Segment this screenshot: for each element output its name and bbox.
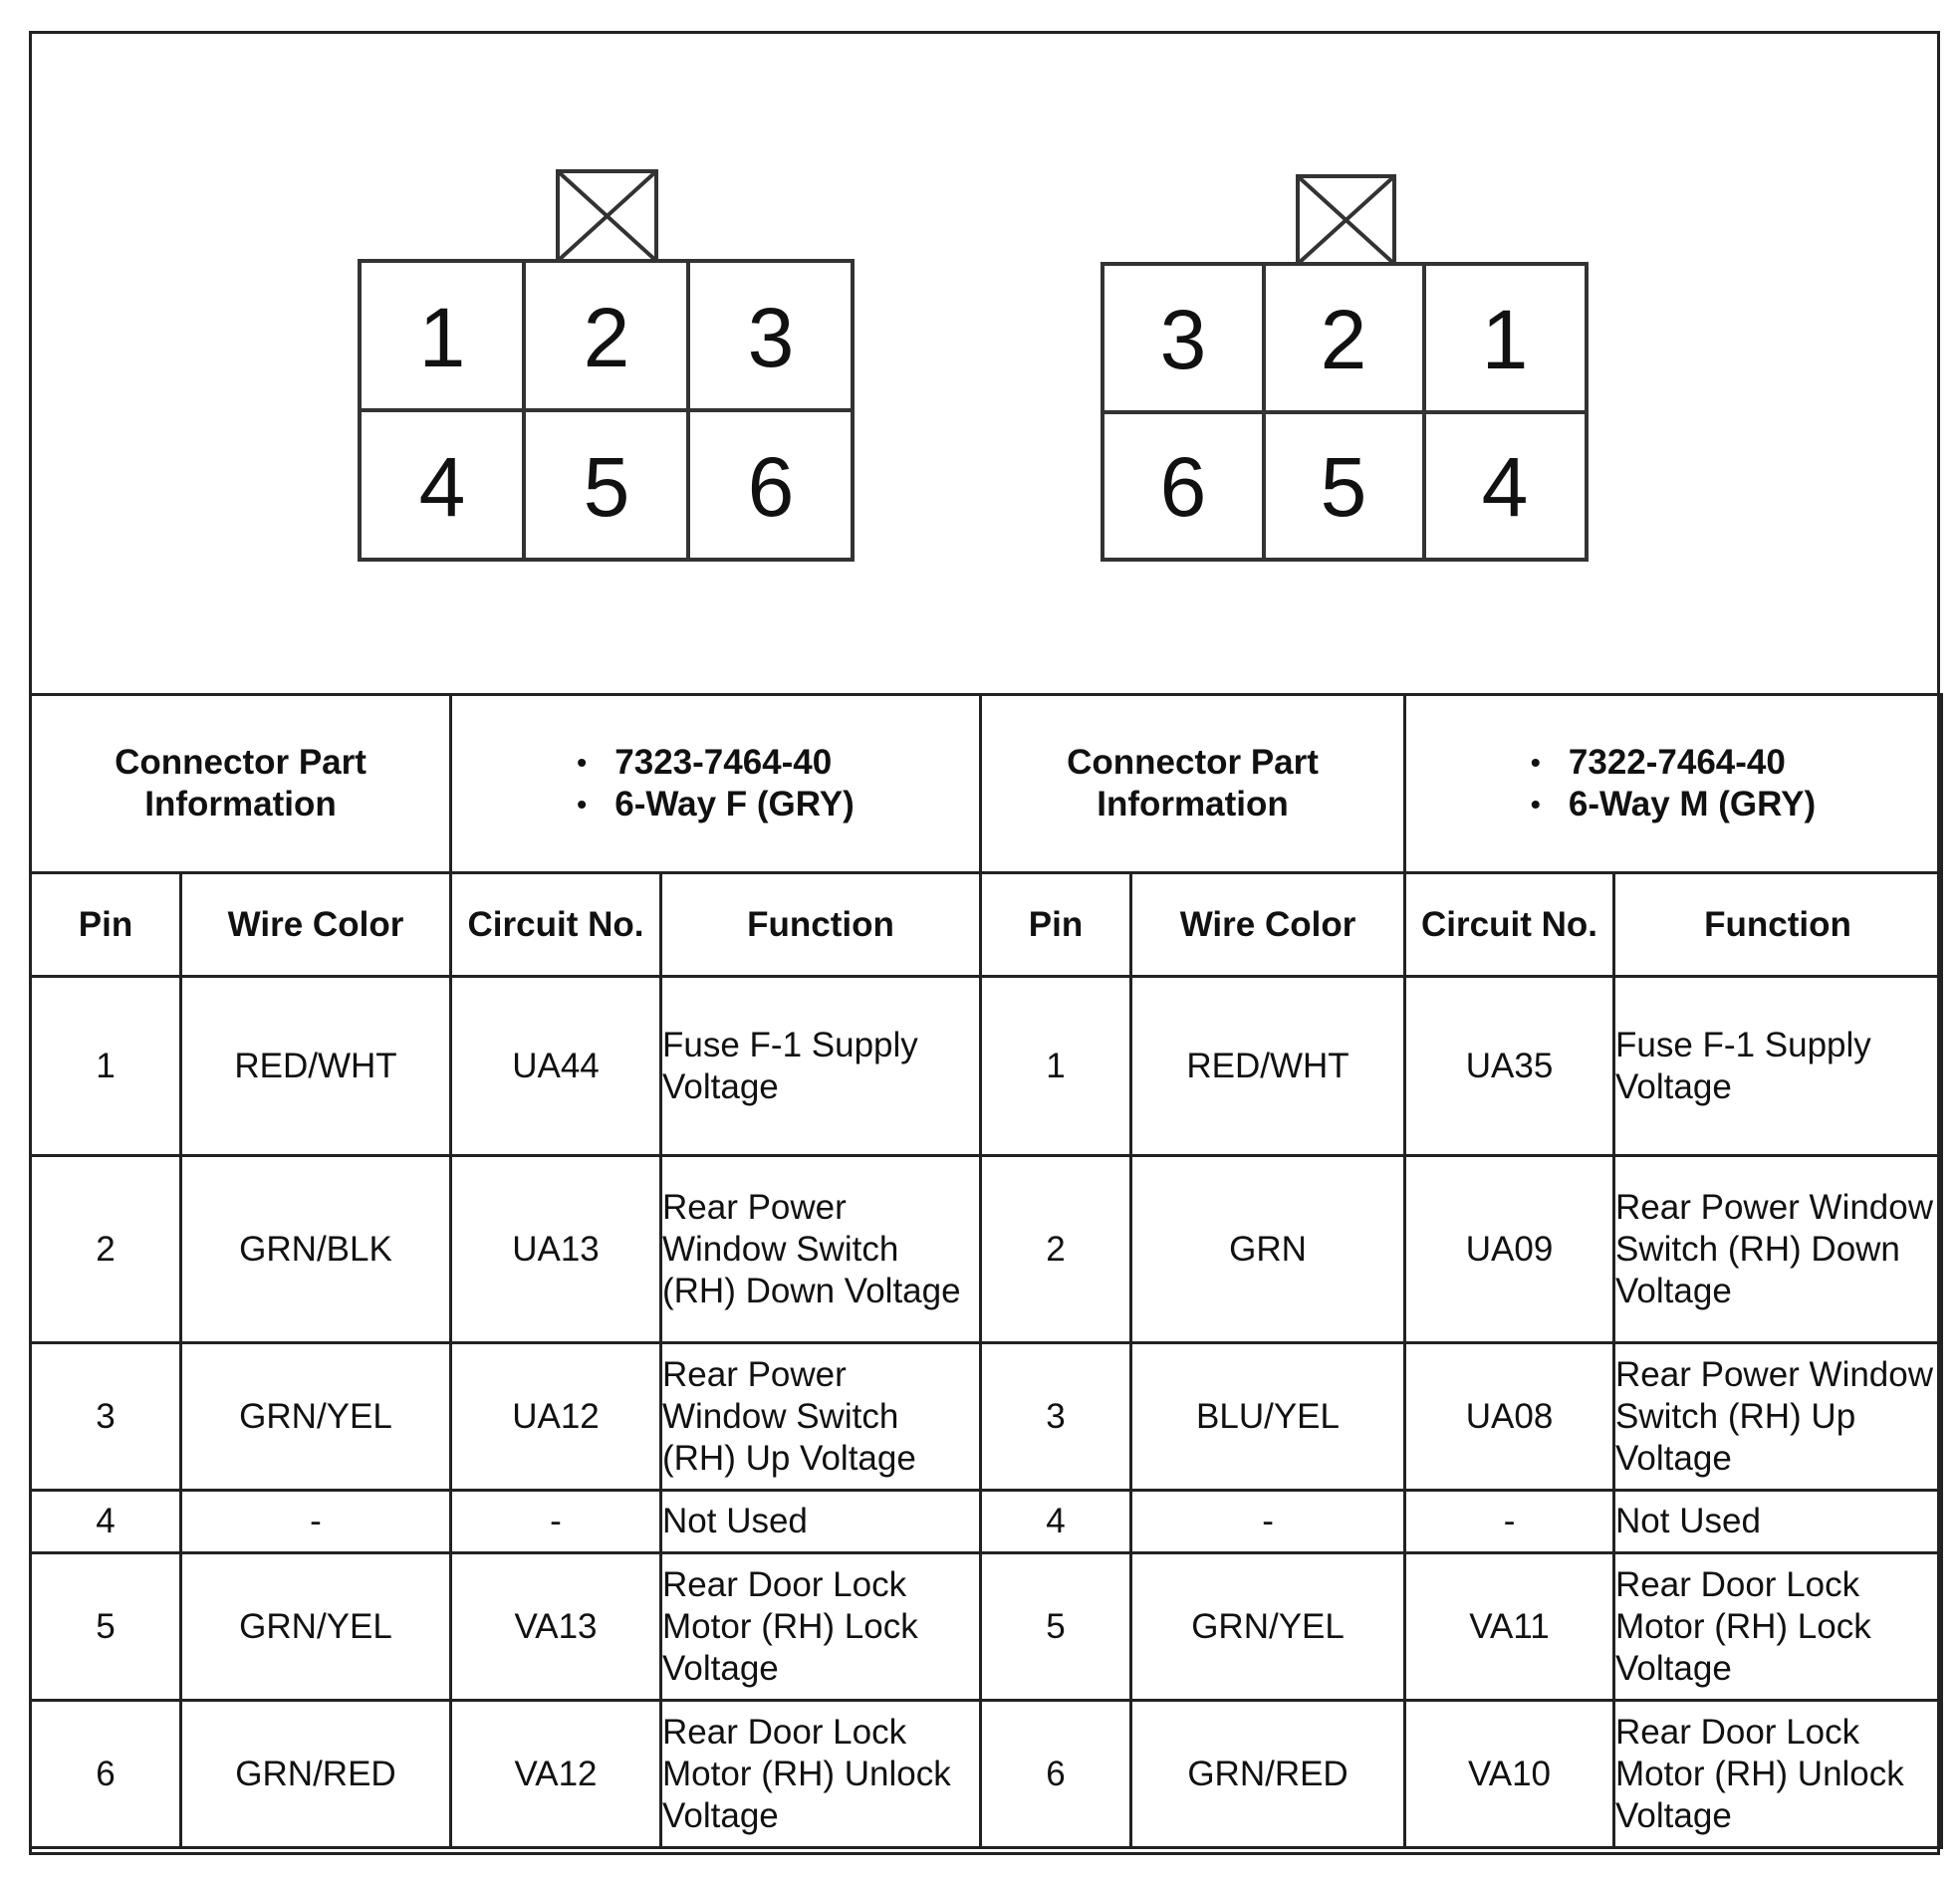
wire-color-cell: GRN/YEL xyxy=(1131,1553,1405,1701)
part-description: • 6-Way M (GRY) xyxy=(1531,784,1816,825)
wire-color-cell: GRN/RED xyxy=(181,1701,451,1848)
part-description: • 6-Way F (GRY) xyxy=(577,784,854,825)
circuit-cell: VA11 xyxy=(1405,1553,1614,1701)
circuit-cell: UA09 xyxy=(1405,1156,1614,1343)
pin-cell: 3 xyxy=(31,1343,181,1491)
header-wire-color: Wire Color xyxy=(1131,873,1405,977)
circuit-cell: VA12 xyxy=(451,1701,661,1848)
connector-info-row xyxy=(31,695,1942,873)
circuit-cell: UA44 xyxy=(451,977,661,1156)
female-pin-cavity: 1 xyxy=(418,291,466,384)
male-pin-cavity: 4 xyxy=(1481,440,1529,534)
wire-color-cell: - xyxy=(181,1491,451,1553)
header-circuit: Circuit No. xyxy=(1405,873,1614,977)
table-row xyxy=(31,1701,1942,1848)
function-cell: Not Used xyxy=(1614,1491,1942,1553)
circuit-cell: UA13 xyxy=(451,1156,661,1343)
table-row xyxy=(31,1553,1942,1701)
wire-color-cell: GRN xyxy=(1131,1156,1405,1343)
pin-cell: 4 xyxy=(31,1491,181,1553)
table-row xyxy=(31,977,1942,1156)
male-pin-cavity: 6 xyxy=(1159,440,1207,534)
male-pin-cavity: 1 xyxy=(1481,293,1529,386)
connector-part-info xyxy=(1405,695,1942,873)
wire-color-cell: GRN/YEL xyxy=(181,1343,451,1491)
pin-cell: 1 xyxy=(31,977,181,1156)
wire-color-cell: BLU/YEL xyxy=(1131,1343,1405,1491)
pin-cell: 3 xyxy=(981,1343,1131,1491)
header-pin: Pin xyxy=(981,873,1131,977)
connector-sheet xyxy=(29,31,1940,1855)
function-cell: Rear Power Window Switch (RH) Down Voltage xyxy=(661,1156,981,1343)
circuit-cell: VA13 xyxy=(451,1553,661,1701)
header-wire-color: Wire Color xyxy=(181,873,451,977)
female-pin-cavity: 5 xyxy=(583,440,630,534)
wire-color-cell: RED/WHT xyxy=(181,977,451,1156)
pin-cell: 5 xyxy=(31,1553,181,1701)
circuit-cell: UA12 xyxy=(451,1343,661,1491)
function-cell: Rear Power Window Switch (RH) Down Voltage xyxy=(1614,1156,1942,1343)
column-header-row xyxy=(31,873,1942,977)
wire-color-cell: GRN/RED xyxy=(1131,1701,1405,1848)
wire-color-cell: GRN/YEL xyxy=(181,1553,451,1701)
female-pin-cavity: 6 xyxy=(747,440,795,534)
female-pin-cavity: 3 xyxy=(747,291,795,384)
part-number: • 7322-7464-40 xyxy=(1531,742,1816,784)
pin-cell: 2 xyxy=(981,1156,1131,1343)
female-pin-cavity: 4 xyxy=(418,440,466,534)
function-cell: Rear Power Window Switch (RH) Up Voltage xyxy=(1614,1343,1942,1491)
function-cell: Rear Door Lock Motor (RH) Unlock Voltage xyxy=(1614,1701,1942,1848)
function-cell: Rear Power Window Switch (RH) Up Voltage xyxy=(661,1343,981,1491)
header-circuit: Circuit No. xyxy=(451,873,661,977)
pin-cell: 5 xyxy=(981,1553,1131,1701)
connector-info-label xyxy=(981,695,1405,873)
info-label-text: Connector Part Information xyxy=(1067,743,1319,823)
pin-cell: 2 xyxy=(31,1156,181,1343)
part-number: • 7323-7464-40 xyxy=(577,742,854,784)
table-row xyxy=(31,1343,1942,1491)
male-pin-cavity: 5 xyxy=(1320,440,1367,534)
circuit-cell: UA35 xyxy=(1405,977,1614,1156)
pin-cell: 4 xyxy=(981,1491,1131,1553)
pinout-table xyxy=(29,693,1943,1849)
function-cell: Fuse F-1 Supply Voltage xyxy=(1614,977,1942,1156)
function-cell: Fuse F-1 Supply Voltage xyxy=(661,977,981,1156)
pin-cell: 6 xyxy=(981,1701,1131,1848)
pin-cell: 6 xyxy=(31,1701,181,1848)
connector-face-diagram xyxy=(32,34,1937,693)
function-cell: Not Used xyxy=(661,1491,981,1553)
circuit-cell: UA08 xyxy=(1405,1343,1614,1491)
pin-cell: 1 xyxy=(981,977,1131,1156)
female-pin-cavity: 2 xyxy=(583,291,630,384)
connector-info-label xyxy=(31,695,451,873)
info-label-text: Connector Part Information xyxy=(115,743,367,823)
function-cell: Rear Door Lock Motor (RH) Lock Voltage xyxy=(1614,1553,1942,1701)
wire-color-cell: RED/WHT xyxy=(1131,977,1405,1156)
circuit-cell: - xyxy=(451,1491,661,1553)
table-row xyxy=(31,1156,1942,1343)
circuit-cell: - xyxy=(1405,1491,1614,1553)
header-function: Function xyxy=(1614,873,1942,977)
wire-color-cell: GRN/BLK xyxy=(181,1156,451,1343)
male-pin-cavity: 2 xyxy=(1320,293,1367,386)
header-function: Function xyxy=(661,873,981,977)
header-pin: Pin xyxy=(31,873,181,977)
table-row xyxy=(31,1491,1942,1553)
wire-color-cell: - xyxy=(1131,1491,1405,1553)
function-cell: Rear Door Lock Motor (RH) Unlock Voltage xyxy=(661,1701,981,1848)
connector-part-info xyxy=(451,695,981,873)
circuit-cell: VA10 xyxy=(1405,1701,1614,1848)
function-cell: Rear Door Lock Motor (RH) Lock Voltage xyxy=(661,1553,981,1701)
male-pin-cavity: 3 xyxy=(1159,293,1207,386)
